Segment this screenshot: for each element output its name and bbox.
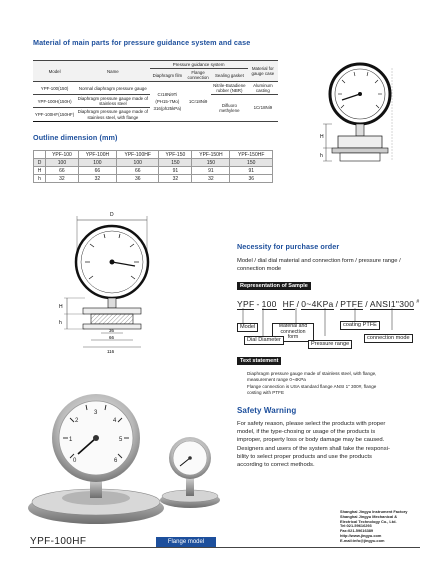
row-name: Normal diaphragm pressure gauge	[76, 82, 149, 95]
dim-corner	[34, 151, 46, 159]
dim-cell: 66	[78, 167, 116, 175]
row-name: Diaphragm pressure gauge made of stainless steel	[77, 96, 148, 107]
footer-label: Flange model	[156, 537, 216, 547]
gauge-number: 1	[69, 437, 73, 443]
order-title: Necessity for purchase order	[237, 242, 340, 251]
dim-cell: 32	[159, 175, 192, 183]
gauge-number: 3	[94, 410, 98, 416]
statement-line: Flange connection is USA standard flange ANSI 1" 300#, flange	[247, 383, 377, 389]
dim-col: YPF-150	[159, 151, 192, 159]
code-sep: /	[296, 299, 300, 309]
box-coating: coating PTFE	[340, 321, 380, 330]
col-flange: Flange connection	[185, 69, 211, 82]
dim-cell: 91	[159, 167, 192, 175]
gauge-number: 6	[114, 458, 118, 464]
safety-line: bility to select proper products and use the products	[237, 453, 372, 460]
row-model: YPF-100(150)	[33, 82, 76, 95]
dim-label-bottom: 116	[107, 349, 115, 354]
row-name: Diaphragm pressure gauge made of stainless steel, with flange	[77, 109, 148, 120]
factory-line: Electrical Technology Co., Ltd.	[340, 518, 397, 524]
dim-cell: 66	[46, 167, 79, 175]
dim-cell: 100	[78, 159, 116, 167]
dim-cell: 150	[159, 159, 192, 167]
diaphragm-value: (PH15-7Mo)	[155, 98, 180, 104]
code-material: HF	[282, 299, 295, 309]
dim-label-D: D	[110, 212, 114, 218]
safety-line: improper, property loss or body damage may be caused.	[237, 437, 385, 444]
dim-cell: 36	[116, 175, 159, 183]
code-dash: -	[256, 299, 260, 309]
code-model: YPF	[237, 299, 255, 309]
dimension-table	[33, 150, 273, 183]
factory-info	[340, 510, 407, 544]
code-sep: /	[335, 299, 339, 309]
footer-model: YPF-100HF	[30, 536, 87, 547]
gauge-number: 5	[119, 437, 123, 443]
dim-col: YPF-100H	[78, 151, 116, 159]
case-cell: Aluminum casting	[248, 82, 278, 95]
product-photo	[18, 392, 223, 532]
safety-text	[237, 420, 432, 469]
dim-cell: 100	[116, 159, 159, 167]
dim-cell: 150	[230, 159, 273, 167]
gasket-cell: Difluoro methylene	[211, 95, 248, 121]
dim-col: YPF-150HF	[230, 151, 273, 159]
gauge-number: 4	[113, 418, 117, 424]
footer-divider	[30, 547, 420, 548]
dim-cell: 36	[230, 175, 273, 183]
dim-cell: 32	[192, 175, 230, 183]
safety-line: For safety reason, please select the products with proper	[237, 421, 386, 427]
safety-title: Safety Warning	[237, 406, 297, 415]
dim-cell: 91	[192, 167, 230, 175]
dim-col: YPF-150H	[192, 151, 230, 159]
dim-col: YPF-100HF	[116, 151, 159, 159]
dim-cell: 32	[46, 175, 79, 183]
representation-tag: Representation of Sample	[237, 282, 311, 290]
code-sup: #	[416, 299, 420, 306]
safety-line: according to correct methods.	[237, 462, 315, 469]
box-pressure: Pressure range	[308, 340, 352, 349]
box-connection: connection mode	[364, 334, 413, 343]
dim-col: YPF-100	[46, 151, 79, 159]
factory-line: Shanghai Jingyu Mechanical &	[340, 513, 398, 519]
factory-line: Shanghai Jingyu Instrument Factory	[340, 509, 408, 514]
factory-line: http://www.jingyu.com	[340, 532, 382, 538]
order-text: Model / dial dial material and connection form / pressure range / connection mode	[237, 258, 401, 272]
col-model: Model	[33, 61, 76, 82]
case-cell: 1Cr18Ni9	[248, 95, 278, 121]
factory-line: Fax:021-59616389	[340, 528, 374, 534]
gasket-cell: Nitrile-Butadiene rubber (NBR)	[211, 82, 248, 95]
dim-label-H: H	[320, 134, 324, 140]
dim-cell: 66	[116, 167, 159, 175]
safety-line: model, if the type-chosing or usage of the products is	[237, 429, 376, 436]
dim-row-label: H	[34, 167, 46, 175]
statement	[247, 371, 427, 396]
statement-line: Diaphragm pressure gauge made of stainless steel, with flange,	[247, 371, 377, 376]
code-connection: ANSI1"300	[369, 299, 415, 309]
dim-label-H: H	[59, 304, 63, 310]
safety-line: Designers and users of the system shall take the responsi-	[237, 445, 390, 452]
factory-line: Tel:021-59616293	[340, 523, 372, 529]
col-case: Material for gauge case	[248, 61, 278, 82]
dim-row-label: D	[34, 159, 46, 167]
col-gasket: Sealing gasket	[211, 69, 248, 82]
gauge-number: 0	[73, 458, 77, 464]
dimension-title: Outline dimension (mm)	[33, 133, 118, 142]
dim-label-bottom: 36	[109, 328, 115, 333]
gauge-number: 2	[75, 418, 79, 424]
dim-cell: 91	[230, 167, 273, 175]
dim-label-h: h	[320, 153, 323, 159]
code-range: 0~4KPa	[301, 299, 334, 309]
row-model: YPF-100HF(150HF)	[33, 108, 76, 121]
row-model: YPF-100H(150H)	[33, 95, 76, 108]
col-name: Name	[76, 61, 149, 82]
side-view-drawing	[318, 58, 416, 190]
box-model: Model	[237, 323, 258, 332]
dim-label-bottom: 66	[109, 335, 115, 340]
statement-line: measurement range 0~4KPa	[247, 377, 306, 383]
dim-label-h: h	[59, 320, 62, 326]
box-material: Material and connection form	[272, 323, 314, 342]
code-sep: /	[365, 299, 368, 309]
text-statement-tag: Text statement	[237, 357, 281, 365]
factory-line: E-mail:info@jingyu.com	[340, 537, 385, 543]
dim-cell: 100	[46, 159, 79, 167]
col-group: Pressure guidance system	[150, 61, 248, 69]
code-diameter: 100	[261, 299, 277, 309]
diaphragm-cell	[150, 82, 186, 121]
box-dial: Dial Diameter	[244, 336, 284, 345]
statement-line: costing with PTFE	[247, 389, 285, 395]
dim-row-label: h	[34, 175, 46, 183]
code-coating: PTFE	[340, 299, 364, 309]
materials-title: Material of main parts for pressure guidance system and case	[33, 38, 251, 47]
flange-cell: 1Cr18Ni9	[185, 82, 211, 121]
dim-cell: 150	[192, 159, 230, 167]
diaphragm-value: Cr18Ni9Ti	[157, 91, 178, 97]
col-diaphragm: Diaphragm film	[150, 69, 186, 82]
front-view-drawing	[55, 206, 165, 356]
dim-cell: 32	[78, 175, 116, 183]
diaphragm-value: 316(ph25kPa)	[153, 105, 182, 111]
materials-table	[33, 60, 278, 122]
